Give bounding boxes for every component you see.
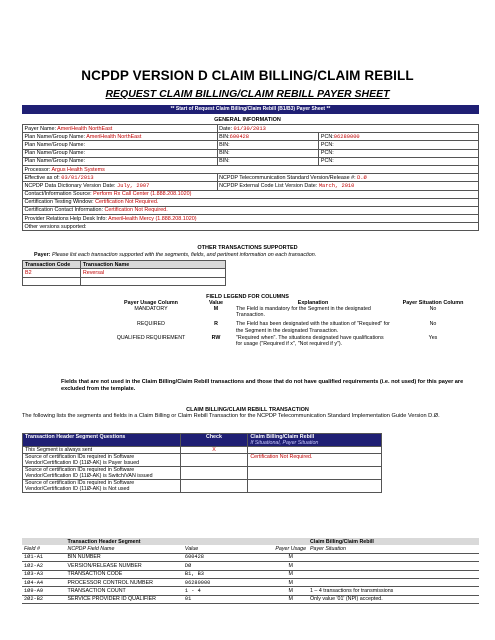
page-subtitle: REQUEST CLAIM BILLING/CLAIM REBILL PAYER SHEET <box>105 88 390 100</box>
question-text: Source of certification IDs required in Software Vendor/Certification ID (11Ø-AK) is Payer Issued <box>23 454 181 467</box>
legend-situation: No <box>429 306 437 312</box>
cert-contact-value: Certification Not Required. <box>104 207 168 214</box>
excluded-fields-note: Fields that are not used in the Claim Billing/Claim Rebill transactions and those that do not have qualified requirements (i.e. not used) for this payer are excluded from the template. <box>61 379 464 392</box>
general-info-table <box>22 124 479 231</box>
legend-situation: No <box>429 321 437 328</box>
bin-label: BIN: <box>219 133 230 140</box>
general-info-heading: GENERAL INFORMATION <box>214 117 281 123</box>
pcn-value: 06280000 <box>333 133 360 140</box>
field-value: DØ <box>183 562 274 570</box>
plan-row <box>23 141 479 149</box>
processor-row <box>23 165 479 173</box>
check-mark: X <box>180 447 248 454</box>
pcn-label: PCN: <box>320 158 334 165</box>
field-usage: M <box>273 578 308 586</box>
note-text: Please list each transaction supported with the segments, fields, and pertinent information on each transaction. <box>51 252 317 258</box>
table-row <box>23 454 382 467</box>
legend-value: RW <box>211 334 221 341</box>
field-name: TRANSACTION CODE <box>66 570 183 578</box>
other-transactions-note <box>34 252 316 258</box>
bin-label: BIN: <box>219 141 230 148</box>
page-title: NCPDP VERSION D CLAIM BILLING/CLAIM REBILL <box>81 68 414 83</box>
contact-label: Contact/Information Source: <box>24 191 92 198</box>
situation-note <box>248 480 382 493</box>
bin-value: 600428 <box>229 133 250 140</box>
other-transactions-heading: OTHER TRANSACTIONS SUPPORTED <box>197 245 298 251</box>
cb-column-title: Claim Billing/Claim Rebill <box>250 434 315 440</box>
helpdesk-value: AmeriHealth Mercy (1.888.208.1020) <box>108 215 197 222</box>
legend-usage: MANDATORY <box>134 306 168 312</box>
value-column-header: Value <box>208 300 224 306</box>
cb-column-subtitle: If Situational, Payer Situation <box>250 440 319 446</box>
payer-name-row <box>23 125 479 133</box>
effective-label: Effective as of: <box>24 174 60 181</box>
table-row <box>22 578 479 586</box>
pcn-label: PCN: <box>320 141 334 148</box>
field-situation: Only value '01' (NPI) accepted. <box>308 595 479 603</box>
plan-label: Plan Name/Group Name: <box>24 158 86 165</box>
field-name: VERSION/RELEASE NUMBER <box>66 562 183 570</box>
cert-testing-label: Certification Testing Window: <box>24 199 94 206</box>
table-row <box>23 269 226 277</box>
table-row <box>22 562 479 570</box>
bin-label: BIN: <box>219 150 230 157</box>
effective-row <box>23 174 479 182</box>
situation-note <box>248 447 382 454</box>
legend-explanation: The Field is mandatory for the Segment in the designated Transaction. <box>236 306 371 319</box>
transaction-name: Reversal <box>80 269 225 277</box>
header-questions-header <box>23 434 382 447</box>
question-text: Source of certification IDs required in Software Vendor/Certification ID (11Ø-AK) is Not used <box>23 480 181 493</box>
header-segment-table <box>22 538 479 604</box>
field-situation <box>308 578 479 586</box>
field-situation <box>308 570 479 578</box>
segment-column-header: Transaction Header Segment <box>66 538 309 545</box>
transaction-code-header: Transaction Code <box>23 261 81 269</box>
contact-row <box>23 190 479 198</box>
field-number: 1Ø2-A2 <box>22 562 66 570</box>
pcn-label: PCN: <box>320 150 334 157</box>
pcn-label: PCN: <box>320 133 334 140</box>
legend-row <box>105 335 475 347</box>
legend-situation: Yes <box>428 334 438 341</box>
helpdesk-label: Provider Relations Help Desk Info: <box>24 215 107 222</box>
field-usage: M <box>273 595 308 603</box>
field-usage: M <box>273 570 308 578</box>
plan-row <box>23 133 479 141</box>
table-row <box>23 480 382 493</box>
plan-value: AmeriHealth NorthEast <box>86 133 142 140</box>
cbcr-intro: The following lists the segments and fields in a Claim Billing or Claim Rebill Transaction for the NCPDP Telecommunication Standard Implementation Guide Version D.Ø. <box>22 413 440 419</box>
header-questions-table <box>22 433 382 493</box>
telecom-version-label: NCPDP Telecommunication Standard Version/Release #: <box>219 174 356 181</box>
start-banner: ** Start of Request Claim Billing/Claim Rebill (B1/B3) Payer Sheet ** <box>22 105 479 114</box>
date-value: 01/30/2013 <box>233 125 266 132</box>
field-number-header: Field # <box>22 545 66 553</box>
table-row <box>22 595 479 603</box>
field-usage: M <box>273 587 308 595</box>
check-column-header: Check <box>180 434 248 447</box>
field-number: 1Ø9-A9 <box>22 587 66 595</box>
note-label: Payer: <box>34 252 51 258</box>
field-value: 06280000 <box>183 578 274 586</box>
transaction-name-header: Transaction Name <box>80 261 225 269</box>
external-code-value: March, 2010 <box>318 182 355 189</box>
field-number: 1Ø4-A4 <box>22 578 66 586</box>
field-value: B1, B3 <box>183 570 274 578</box>
payer-name-label: Payer Name: <box>24 125 56 132</box>
check-mark <box>180 467 248 480</box>
field-number: 2Ø2-B2 <box>22 595 66 603</box>
plan-label: Plan Name/Group Name: <box>24 141 86 148</box>
field-usage: M <box>273 562 308 570</box>
table-row <box>22 553 479 561</box>
other-transactions-table <box>22 260 226 286</box>
table-row <box>22 570 479 578</box>
other-versions-label: Other versions supported: <box>24 223 87 230</box>
table-row <box>22 587 479 595</box>
check-mark <box>180 454 248 467</box>
plan-label: Plan Name/Group Name: <box>24 133 86 140</box>
dictionary-row <box>23 182 479 190</box>
field-name: SERVICE PROVIDER ID QUALIFIER <box>66 595 183 603</box>
field-number: 1Ø1-A1 <box>22 553 66 561</box>
field-name: BIN NUMBER <box>66 553 183 561</box>
questions-column-header: Transaction Header Segment Questions <box>23 434 181 447</box>
legend-value: R <box>214 321 218 328</box>
legend-explanation: The Field has been designated with the situation of "Required" for the Segment in the designated Transaction. <box>236 321 390 334</box>
effective-value: 03/01/2013 <box>61 174 94 181</box>
cert-contact-row <box>23 206 479 214</box>
legend-value: M <box>213 306 219 312</box>
other-versions-row <box>23 223 479 231</box>
question-text: Source of certification IDs required in Software Vendor/Certification ID (11Ø-AK) is Switch/VAN issued <box>23 467 181 480</box>
field-name-header: NCPDP Field Name <box>66 545 183 553</box>
legend-row <box>105 321 475 334</box>
cert-testing-row <box>23 198 479 206</box>
table-row <box>23 467 382 480</box>
situation-note <box>248 467 382 480</box>
processor-value: Argus Health Systems <box>51 166 105 173</box>
situation-header: Payer Situation <box>308 545 479 553</box>
segment-header-row <box>22 538 479 545</box>
value-header: Value <box>183 545 274 553</box>
payer-name-value: AmeriHealth NorthEast <box>57 125 113 132</box>
processor-label: Processor: <box>24 166 51 173</box>
check-mark <box>180 480 248 493</box>
bin-label: BIN: <box>219 158 230 165</box>
cert-testing-value: Certification Not Required. <box>95 199 159 206</box>
situation-note: Certification Not Required. <box>248 454 382 467</box>
other-transactions-header <box>23 261 226 269</box>
field-legend-heading: FIELD LEGEND FOR COLUMNS <box>206 294 289 300</box>
helpdesk-row <box>23 215 479 223</box>
legend-row <box>105 306 475 321</box>
telecom-version-value: D.Ø <box>357 174 367 181</box>
question-text: This Segment is always sent <box>23 447 181 454</box>
dictionary-value: July, 2007 <box>116 182 150 189</box>
field-name: TRANSACTION COUNT <box>66 587 183 595</box>
legend-usage: QUALIFIED REQUIREMENT <box>116 334 186 341</box>
field-value: 1 - 4 <box>183 587 274 595</box>
field-situation <box>308 562 479 570</box>
explanation-column-header: Explanation <box>297 300 329 306</box>
cbcr-heading: CLAIM BILLING/CLAIM REBILL TRANSACTION <box>186 407 309 413</box>
cert-contact-label: Certification Contact Information: <box>24 207 103 214</box>
dictionary-label: NCPDP Data Dictionary Version Date: <box>24 182 116 189</box>
legend-usage: REQUIRED <box>137 321 165 328</box>
transaction-code: B2 <box>23 269 81 277</box>
field-situation: 1 – 4 transactions for transmissions <box>308 587 479 595</box>
field-number: 1Ø3-A3 <box>22 570 66 578</box>
external-code-label: NCPDP External Code List Version Date: <box>219 182 318 189</box>
situation-column-header: Payer Situation Column <box>402 300 464 306</box>
legend-explanation: "Required when". The situations designated have qualifications for usage ("Required if x", "Not required if y"). <box>236 334 384 348</box>
field-legend-table <box>105 300 475 347</box>
plan-row <box>23 157 479 165</box>
table-row <box>23 277 226 285</box>
plan-label: Plan Name/Group Name: <box>24 150 86 157</box>
date-label: Date: <box>219 125 233 132</box>
cb-column-header <box>248 434 382 447</box>
field-value: 600428 <box>183 553 274 561</box>
field-situation <box>308 553 479 561</box>
usage-column-header: Payer Usage Column <box>124 300 178 306</box>
usage-header: Payer Usage <box>275 546 307 553</box>
field-value: 01 <box>183 595 274 603</box>
field-name: PROCESSOR CONTROL NUMBER <box>66 578 183 586</box>
cb-segment-header: Claim Billing/Claim Rebill <box>308 538 479 545</box>
field-usage: M <box>273 553 308 561</box>
contact-value: Perform Rx Call Center (1.888.208.1020) <box>93 191 192 198</box>
table-row <box>23 447 382 454</box>
plan-row <box>23 149 479 157</box>
segment-subheader-row <box>22 545 479 553</box>
